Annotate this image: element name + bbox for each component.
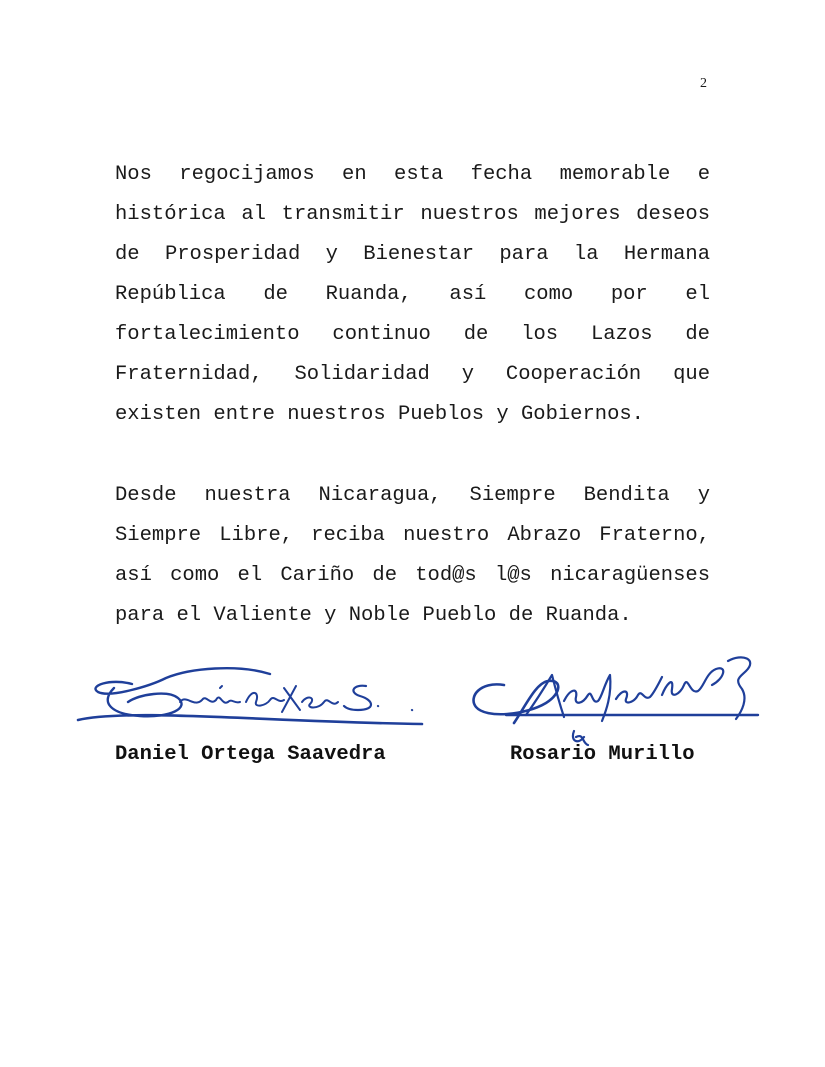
paragraph-line: de Prosperidad y Bienestar para la Hermana <box>115 243 710 266</box>
ortega-signature <box>70 658 430 738</box>
closing-paragraph <box>115 476 710 636</box>
paragraph-line: Fraternidad, Solidaridad y Cooperación que <box>115 363 710 386</box>
paragraph-line: Nos regocijamos en esta fecha memorable e <box>115 163 710 186</box>
paragraph-line: histórica al transmitir nuestros mejores deseos <box>115 203 710 226</box>
paragraph-line: Siempre Libre, reciba nuestro Abrazo Fraterno, <box>115 524 710 547</box>
signer-name-ortega: Daniel Ortega Saavedra <box>115 743 386 766</box>
paragraph-line: República de Ruanda, así como por el <box>115 283 710 306</box>
murillo-signature <box>466 645 766 755</box>
paragraph-line: así como el Cariño de tod@s l@s nicaragüenses <box>115 564 710 587</box>
paragraph-line: Desde nuestra Nicaragua, Siempre Bendita y <box>115 484 710 507</box>
paragraph-line: existen entre nuestros Pueblos y Gobiernos. <box>115 403 644 426</box>
paragraph-line: fortalecimiento continuo de los Lazos de <box>115 323 710 346</box>
paragraph-line: para el Valiente y Noble Pueblo de Ruanda. <box>115 604 632 627</box>
signer-name-murillo: Rosario Murillo <box>510 743 695 766</box>
page-number: 2 <box>700 76 707 91</box>
greeting-paragraph <box>115 155 710 435</box>
